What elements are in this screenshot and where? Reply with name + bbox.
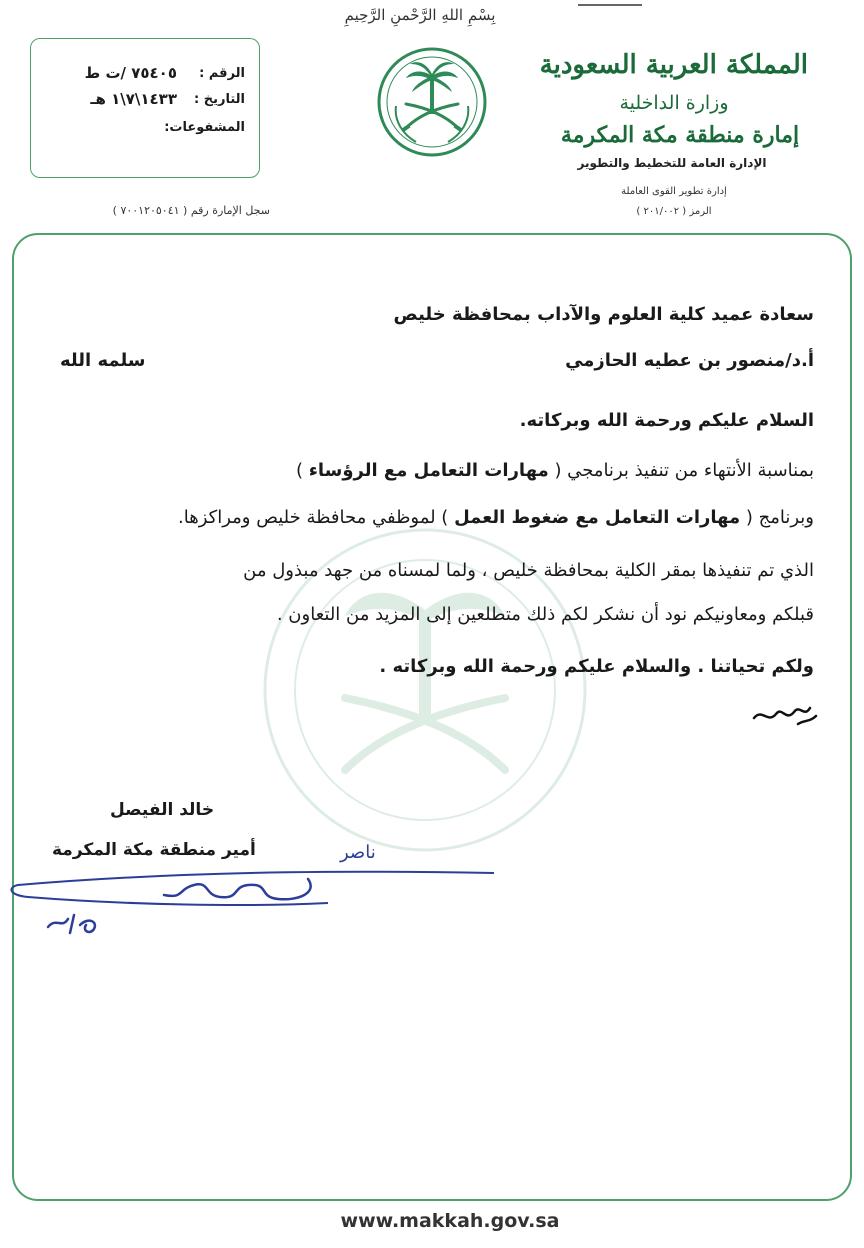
body-line-1-end: )	[295, 460, 309, 481]
reference-date-label: التاريخ :	[194, 91, 245, 107]
reference-attachments-row	[164, 115, 245, 139]
registration-number: سجل الإمارة رقم ( ٧٠٠١٢٠٥٠٤١ )	[112, 204, 270, 217]
reference-date-row	[90, 87, 245, 111]
kingdom-title: المملكة العربية السعودية	[539, 50, 808, 80]
body-line-4: قبلكم ومعاونيكم نود أن نشكر لكم ذلك متطلعين إلى المزيد من التعاون .	[276, 604, 814, 625]
handwritten-note: ناصر	[340, 842, 376, 863]
body-line-3: الذي تم تنفيذها بمقر الكلية بمحافظة خليص ، ولما لمسناه من جهد مبذول من	[243, 560, 814, 581]
region-title: إمارة منطقة مكة المكرمة	[560, 122, 800, 148]
recipient-title: سعادة عميد كلية العلوم والآداب بمحافظة خليص	[393, 304, 814, 325]
body-line-2-text: وبرنامج (	[740, 507, 814, 528]
header-divider	[578, 4, 642, 6]
closing-line: ولكم تحياتنا . والسلام عليكم ورحمة الله وبركاته .	[379, 656, 814, 677]
website-link[interactable]: www.makkah.gov.sa	[340, 1210, 560, 1232]
salutation: السلام عليكم ورحمة الله وبركاته.	[519, 410, 814, 431]
ministry-title: وزارة الداخلية	[619, 92, 729, 114]
reference-number-value: ٧٥٤٠٥ /ت ط	[84, 64, 177, 82]
signatory-name: خالد الفيصل	[110, 800, 215, 820]
program-1-name: مهارات التعامل مع الرؤساء	[308, 460, 549, 481]
body-line-1-text: بمناسبة الأنتهاء من تنفيذ برنامجي (	[548, 460, 814, 481]
reference-date-value: ١٤٣٣\٧\١ هـ	[90, 90, 177, 108]
department-name: إدارة تطوير القوى العاملة	[621, 186, 727, 197]
admin-title: الإدارة العامة للتخطيط والتطوير	[577, 156, 767, 170]
recipient-name: أ.د/منصور بن عطيه الحازمي	[565, 350, 814, 371]
body-line-2	[178, 507, 814, 528]
recipient-greeting: سلمه الله	[60, 350, 146, 371]
basmala: بِسْمِ اللهِ الرَّحْمنِ الرَّحِيمِ	[344, 6, 496, 24]
department-code: الرمز ( ٢٠١/٠٠٢ )	[636, 206, 712, 217]
body-line-2-end: ) لموظفي محافظة خليص ومراكزها.	[178, 507, 455, 528]
program-2-name: مهارات التعامل مع ضغوط العمل	[454, 507, 741, 528]
initials-signature-icon	[750, 698, 820, 732]
signatory-title: أمير منطقة مكة المكرمة	[52, 840, 256, 860]
reference-number-label: الرقم :	[199, 65, 245, 81]
reference-number-row	[85, 61, 245, 85]
handwritten-signature-icon	[8, 855, 508, 945]
body-line-1	[296, 460, 814, 481]
reference-box	[30, 38, 260, 178]
saudi-emblem-icon	[376, 46, 488, 158]
reference-attachments-label: المشفوعات:	[164, 119, 245, 135]
